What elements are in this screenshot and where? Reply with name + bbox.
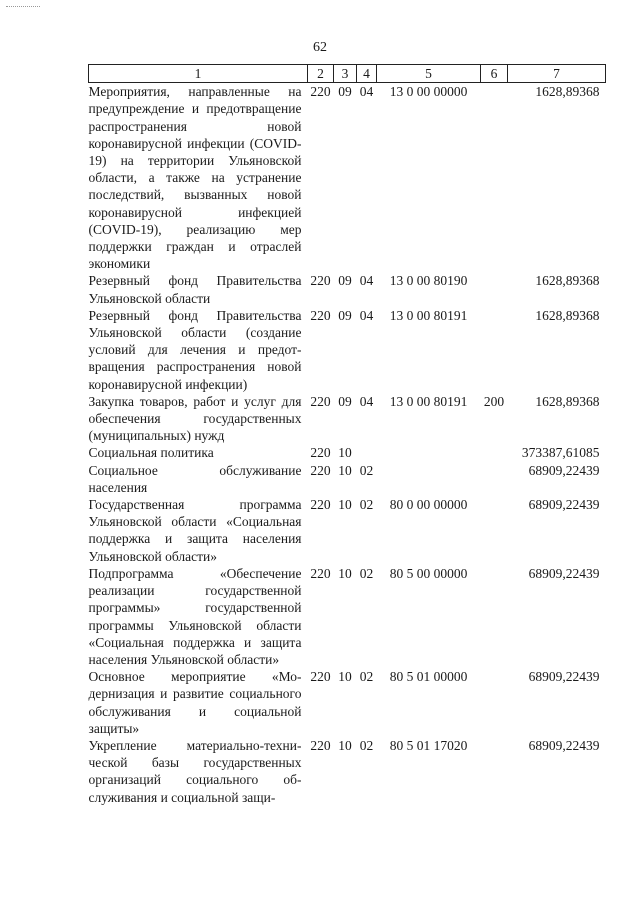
column-header: 3: [334, 65, 357, 83]
table-row: [89, 737, 606, 806]
row-admin-code: 220: [310, 497, 331, 513]
row-amount: 373387,61085: [521, 445, 600, 461]
row-subsection: 04: [359, 393, 374, 409]
row-target-article: 80 5 01 00000: [389, 669, 468, 685]
row-expense-type: [481, 668, 508, 737]
row-section: 10: [338, 462, 352, 478]
table-row: [89, 565, 606, 668]
table-row: [89, 272, 606, 306]
row-expense-type: [481, 737, 508, 806]
row-amount: 1628,89368: [535, 273, 600, 289]
column-header: 2: [308, 65, 334, 83]
table-row: [89, 307, 606, 393]
row-amount: 68909,22439: [528, 497, 600, 513]
row-target-article: [377, 444, 481, 461]
budget-table: [88, 64, 606, 806]
row-name: Резервный фонд Правительства Ульяновской области (создание условий для лечения и предотвращения распространения новой коронавирусной инфекции): [88, 307, 302, 392]
row-expense-type: [481, 83, 508, 273]
table-row: [89, 496, 606, 565]
scan-corner-mark: [6, 6, 40, 7]
row-name: Государственная программа Ульяновской области «Социальная поддержка и защита населения Ульяновской области»: [88, 497, 302, 564]
row-name: Закупка товаров, работ и услуг для обеспечения государственных (муниципальных) нужд: [88, 393, 302, 444]
table-row: [89, 462, 606, 496]
table-header-row: [89, 65, 606, 83]
row-admin-code: 220: [310, 737, 331, 753]
row-section: 10: [338, 737, 352, 753]
row-expense-type: [481, 444, 508, 461]
row-section: 09: [338, 273, 352, 289]
row-target-article: 13 0 00 80190: [389, 273, 468, 289]
row-admin-code: 220: [310, 669, 331, 685]
row-name: Социальное обслуживание населения: [88, 462, 302, 495]
row-expense-type: [481, 462, 508, 496]
row-amount: 1628,89368: [535, 393, 600, 409]
row-target-article: 80 5 01 17020: [389, 737, 468, 753]
row-target-article: 13 0 00 80191: [389, 307, 468, 323]
row-subsection: 02: [359, 565, 374, 581]
row-expense-type: [481, 565, 508, 668]
row-section: 09: [338, 84, 352, 100]
row-subsection: 02: [359, 669, 374, 685]
row-expense-type: [481, 496, 508, 565]
row-subsection: [357, 444, 377, 461]
row-target-article: 80 5 00 00000: [389, 565, 468, 581]
row-amount: 68909,22439: [528, 737, 600, 753]
row-section: 09: [338, 307, 352, 323]
row-name: Укрепление материально-технической базы государственных организаций социального обслуживания и социальной защи-: [88, 737, 302, 805]
column-header: 7: [508, 65, 606, 83]
row-admin-code: 220: [310, 462, 331, 478]
column-header: 1: [89, 65, 308, 83]
row-admin-code: 220: [310, 393, 331, 409]
row-subsection: 02: [359, 497, 374, 513]
row-name: Резервный фонд Правительства Ульяновской области: [88, 273, 302, 306]
row-subsection: 02: [359, 462, 374, 478]
table-row: [89, 83, 606, 273]
row-subsection: 04: [359, 84, 374, 100]
row-expense-type: 200: [483, 393, 505, 409]
table-row: [89, 668, 606, 737]
row-subsection: 02: [359, 737, 374, 753]
row-name: Подпрограмма «Обеспечение реализации государственной программы» государственной программы Ульяновской области «Социальная поддержка и защита населения Ульяновской области»: [88, 565, 302, 667]
row-admin-code: 220: [310, 84, 331, 100]
row-section: 10: [338, 445, 352, 461]
row-amount: 1628,89368: [535, 307, 600, 323]
row-expense-type: [481, 272, 508, 306]
row-target-article: 13 0 00 80191: [389, 393, 468, 409]
row-admin-code: 220: [310, 565, 331, 581]
table-row: [89, 393, 606, 445]
table-row: [89, 444, 606, 461]
row-name: Мероприятия, направленные на предупреждение и предотвращение распространения новой коронавирусной инфекции (COVID-19) на территории Ульяновской области, а также на устранение последствий, вызванных новой коронавирусной инфекцией (COVID-19), реализацию мер поддержки граждан и отраслей экономики: [88, 84, 302, 272]
row-target-article: 80 0 00 00000: [389, 497, 468, 513]
row-subsection: 04: [359, 273, 374, 289]
row-admin-code: 220: [310, 307, 331, 323]
row-name: Основное мероприятие «Модернизация и развитие социального обслуживания и социальной защиты»: [88, 669, 302, 736]
column-header: 5: [377, 65, 481, 83]
row-expense-type: [481, 307, 508, 393]
row-target-article: [377, 462, 481, 496]
row-amount: 68909,22439: [528, 565, 600, 581]
row-name: Социальная политика: [88, 445, 214, 461]
page-number: 62: [313, 40, 327, 55]
row-section: 10: [338, 497, 352, 513]
row-amount: 68909,22439: [528, 462, 600, 478]
row-section: 09: [338, 393, 352, 409]
row-subsection: 04: [359, 307, 374, 323]
row-admin-code: 220: [310, 273, 331, 289]
row-amount: 1628,89368: [535, 84, 600, 100]
column-header: 6: [481, 65, 508, 83]
row-section: 10: [338, 565, 352, 581]
row-admin-code: 220: [310, 445, 331, 461]
row-target-article: 13 0 00 00000: [389, 84, 468, 100]
row-section: 10: [338, 669, 352, 685]
row-amount: 68909,22439: [528, 669, 600, 685]
column-header: 4: [357, 65, 377, 83]
